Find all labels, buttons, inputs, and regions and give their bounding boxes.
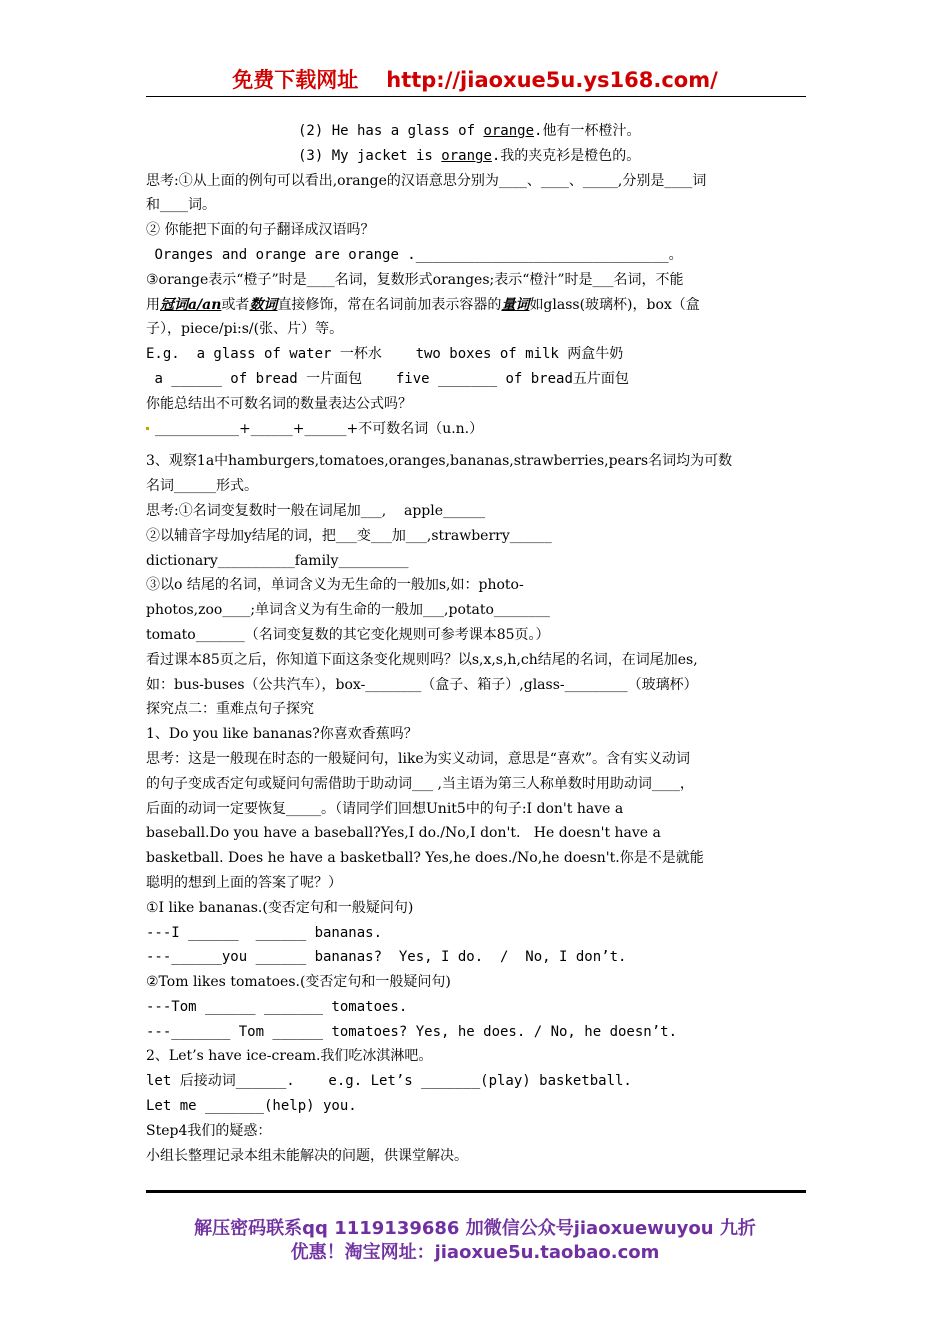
think-question-1: 思考:①从上面的例句可以看出,orange的汉语意思分别为____、____、_____,分别是____词 xyxy=(146,172,707,189)
footer-divider xyxy=(146,1190,806,1193)
section-3-observe-cont: 名词______形式。 xyxy=(146,478,258,495)
step4-heading: Step4我们的疑惑： xyxy=(146,1122,272,1139)
header-divider xyxy=(146,96,806,97)
exercise-2-question: ---_______ Tom ______ tomatoes? Yes, he does. / No, he doesn’t. xyxy=(146,1023,678,1040)
let-example: Let me _______(help) you. xyxy=(146,1098,357,1115)
think-grammar-5: basketball. Does he have a basketball? Yes,he does./No,he doesn't.你是不是就能 xyxy=(146,850,704,867)
think-grammar-3: 后面的动词一定要恢复_____。（请同学们回想Unit5中的句子:I don't have a xyxy=(146,800,624,817)
orange-noun-rule-cont: 用冠词a/an或者数词直接修饰，常在名词前加表示容器的量词如glass(玻璃杯)，box（盒 xyxy=(146,296,700,313)
example-measure-1: E.g. a glass of water 一杯水 two boxes of milk 两盒牛奶 xyxy=(146,346,624,363)
sentence-2: 2、Let’s have ice-cream.我们吃冰淇淋吧。 xyxy=(146,1048,433,1065)
plural-rule-3: ③以o 结尾的名词，单词含义为无生命的一般加s,如：photo- xyxy=(146,577,524,594)
think-grammar-4: baseball.Do you have a baseball?Yes,I do./No,I don't. He doesn't have a xyxy=(146,825,661,842)
translate-sentence: Oranges and orange are orange .______________________________。 xyxy=(146,246,683,263)
plural-rule-3-cont: photos,zoo____;单词含义为有生命的一般加___,potato________ xyxy=(146,602,550,619)
think-grammar-6: 聪明的想到上面的答案了呢？） xyxy=(146,874,342,891)
measure-word-emphasis: 量词 xyxy=(501,296,530,313)
orange-noun-rule: ③orange表示“橙子”时是____名词，复数形式oranges;表示“橙汁”时是___名词，不能 xyxy=(146,271,684,288)
plural-rule-es: 看过课本85页之后，你知道下面这条变化规则吗？以s,x,s,h,ch结尾的名词，在词尾加es, xyxy=(146,651,698,668)
formula-prompt: 你能总结出不可数名词的数量表达公式吗？ xyxy=(146,395,412,412)
exercise-2-negative: ---Tom ______ _______ tomatoes. xyxy=(146,998,408,1015)
page-header xyxy=(0,64,950,94)
exercise-1-question: ---______you ______ bananas? Yes, I do. / No, I don’t. xyxy=(146,949,627,966)
footer-line-2[interactable]: 优惠！淘宝网址：jiaoxue5u.taobao.com xyxy=(290,1242,660,1263)
numeral-emphasis: 数词 xyxy=(249,296,278,313)
let-rule: let 后接动词______. e.g. Let’s _______(play) basketball. xyxy=(146,1073,632,1090)
plural-rule-2-examples: dictionary___________family__________ xyxy=(146,552,409,569)
article-emphasis: 冠词a/an xyxy=(160,296,222,313)
document-body xyxy=(146,119,806,1168)
page-footer xyxy=(0,1217,950,1265)
exercise-1-negative: ---I ______ ______ bananas. xyxy=(146,924,383,941)
sentence-1: 1、Do you like bananas?你喜欢香蕉吗？ xyxy=(146,726,418,743)
translate-prompt: ② 你能把下面的句子翻译成汉语吗？ xyxy=(146,222,375,239)
think-grammar: 思考：这是一般现在时态的一般疑问句，like为实义动词，意思是“喜欢”。含有实义动词 xyxy=(146,750,691,767)
header-label: 免费下载网址 xyxy=(232,68,359,92)
header-url[interactable]: http://jiaoxue5u.ys168.com/ xyxy=(386,68,718,92)
step4-text: 小组长整理记录本组未能解决的问题，供课堂解决。 xyxy=(146,1147,468,1164)
plural-rule-es-examples: 如：bus-buses（公共汽车），box-________（盒子、箱子）,glass-_________（玻璃杯） xyxy=(146,676,698,693)
exercise-1: ①I like bananas.(变否定句和一般疑问句) xyxy=(146,899,414,916)
example-sentence-2: (2) He has a glass of orange.他有一杯橙汁。 xyxy=(298,123,641,139)
exercise-2: ②Tom likes tomatoes.(变否定句和一般疑问句) xyxy=(146,974,451,991)
bullet-dot xyxy=(146,427,149,430)
example-measure-2: a ______ of bread 一片面包 five _______ of bread五片面包 xyxy=(146,370,629,387)
plural-rule-1: 思考:①名词变复数时一般在词尾加___, apple______ xyxy=(146,502,486,519)
formula-line: ____________+______+______+不可数名词（u.n.） xyxy=(146,417,806,442)
think-grammar-2: 的句子变成否定句或疑问句需借助于助动词___ ,当主语为第三人称单数时用助动词____， xyxy=(146,775,694,792)
think-question-1-cont: 和____词。 xyxy=(146,197,216,214)
plural-rule-2: ②以辅音字母加y结尾的词，把___变___加___,strawberry______ xyxy=(146,527,552,544)
section-heading-2: 探究点二：重难点句子探究 xyxy=(146,701,314,718)
orange-noun-rule-end: 子），piece/pi:s/(张、片）等。 xyxy=(146,321,344,338)
plural-rule-3-end: tomato_______（名词变复数的其它变化规则可参考课本85页。） xyxy=(146,626,550,643)
example-sentence-3: (3) My jacket is orange.我的夹克衫是橙色的。 xyxy=(298,147,641,164)
footer-line-1: 解压密码联系qq 1119139686 加微信公众号jiaoxuewuyou 九折 xyxy=(194,1218,756,1239)
section-3-observe: 3、观察1a中hamburgers,tomatoes,oranges,bananas,strawberries,pears名词均为可数 xyxy=(146,453,733,470)
